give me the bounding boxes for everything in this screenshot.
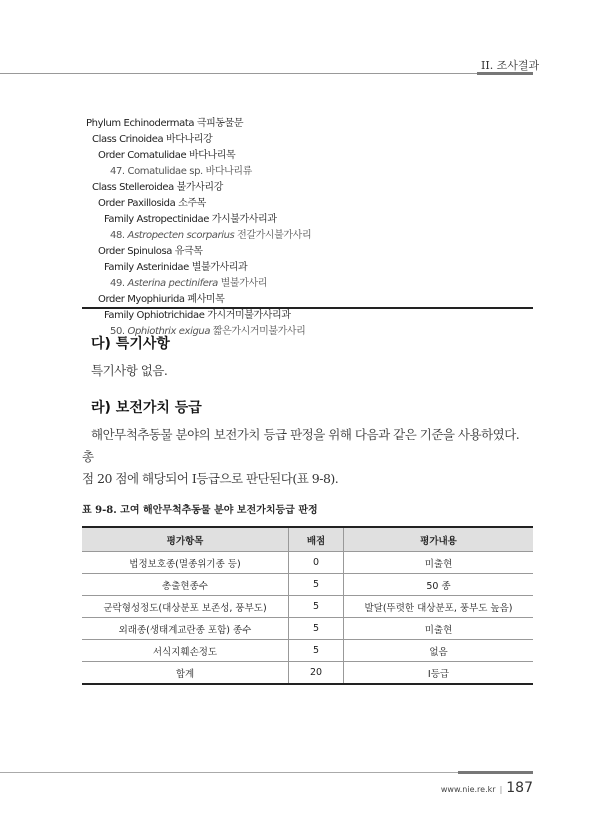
- species-ko: 별불가사리: [220, 278, 267, 289]
- table-cell: 5: [289, 640, 344, 662]
- footer-url: www.nie.re.kr: [440, 785, 496, 794]
- taxon-entry: Order Comatulidae 바다나리목: [98, 150, 236, 161]
- grade-body-line-2: 점 20 점에 해당되어 Ⅰ등급으로 판단된다(표 9-8).: [82, 471, 339, 486]
- table-cell: 5: [289, 574, 344, 596]
- taxon-entry: [86, 228, 311, 244]
- grade-table: [82, 526, 533, 685]
- special-notes-body: 특기사항 없음.: [91, 363, 168, 378]
- column-header: 배점: [289, 527, 344, 552]
- taxon-entry: Family Asterinidae 별불가사리과: [104, 262, 248, 273]
- column-header: 평가항목: [82, 527, 289, 552]
- species-ko: 짧은가시거미불가사리: [212, 326, 306, 337]
- species-sci: Asterina pectinifera: [127, 278, 218, 289]
- footer-accent-bar: [458, 771, 533, 774]
- grade-body-line-1: 해안무척추동물 분야의 보전가치 등급 판정을 위해 다음과 같은 기준을 사용하였다. 총: [82, 427, 520, 464]
- table-cell: 없음: [344, 640, 534, 662]
- table-cell: 총출현종수: [82, 574, 289, 596]
- table-row: [82, 618, 533, 640]
- taxon-entry: Order Myophiurida 폐사미목: [98, 294, 225, 305]
- species-sci: Ophiothrix exigua: [127, 326, 211, 337]
- species-num: 47.: [110, 166, 125, 177]
- table-cell: 5: [289, 618, 344, 640]
- table-cell: 법정보호종(멸종위기종 등): [82, 552, 289, 574]
- table-cell: 군락형성정도(대상분포 보존성, 풍부도): [82, 596, 289, 618]
- table-cell: 50 종: [344, 574, 534, 596]
- table-cell: 서식지훼손정도: [82, 640, 289, 662]
- conservation-grade-heading: 라) 보전가치 등급: [91, 400, 202, 416]
- running-header: II. 조사결과: [481, 59, 540, 72]
- taxon-entry: Family Ophiotrichidae 가시거미불가사리과: [104, 310, 291, 321]
- species-ko: 바다나리류: [205, 166, 252, 177]
- special-notes-heading: 다) 특기사항: [91, 336, 170, 352]
- taxon-entry: Phylum Echinodermata 극피동물문: [86, 118, 244, 129]
- taxon-entry: Class Crinoidea 바다나리강: [92, 134, 213, 145]
- table-cell: 발달(뚜렷한 대상분포, 풍부도 높음): [344, 596, 534, 618]
- taxon-entry: Family Astropectinidae 가시불가사리과: [104, 214, 277, 225]
- species-num: 48.: [110, 230, 125, 241]
- taxon-entry: Order Paxillosida 소주목: [98, 198, 206, 209]
- page-number: 187: [506, 780, 533, 796]
- table-cell: 외래종(생태계교란종 포함) 종수: [82, 618, 289, 640]
- species-ko: 전갈가시불가사리: [237, 230, 312, 241]
- table-cell: 5: [289, 596, 344, 618]
- table-cell: 합계: [82, 662, 289, 685]
- table-cell: 미출현: [344, 552, 534, 574]
- table-row: [82, 640, 533, 662]
- species-sci: Astropecten scorparius: [127, 230, 235, 241]
- taxon-entry: [86, 164, 311, 180]
- table-cell: 미출현: [344, 618, 534, 640]
- footer-rule: [0, 772, 460, 773]
- main-content: [82, 334, 533, 685]
- table-row: [82, 552, 533, 574]
- taxon-entry: Class Stelleroidea 불가사리강: [92, 182, 223, 193]
- species-num: 50.: [110, 326, 125, 337]
- species-num: 49.: [110, 278, 125, 289]
- table-row: [82, 574, 533, 596]
- taxon-entry: Order Spinulosa 유극목: [98, 246, 203, 257]
- table-caption: 표 9-8. 고여 해안무척추동물 분야 보전가치등급 판정: [82, 505, 318, 516]
- table-row: [82, 596, 533, 618]
- footer-separator: |: [499, 785, 503, 794]
- table-row: [82, 662, 533, 685]
- table-cell: Ⅰ등급: [344, 662, 534, 685]
- column-header: 평가내용: [344, 527, 534, 552]
- taxon-entry: [86, 276, 311, 292]
- footer: [441, 780, 533, 796]
- taxonomy-rule: [82, 307, 533, 309]
- table-cell: 20: [289, 662, 344, 685]
- table-cell: 0: [289, 552, 344, 574]
- species-sci: Comatulidae sp.: [127, 166, 203, 177]
- header-rule: [0, 73, 478, 74]
